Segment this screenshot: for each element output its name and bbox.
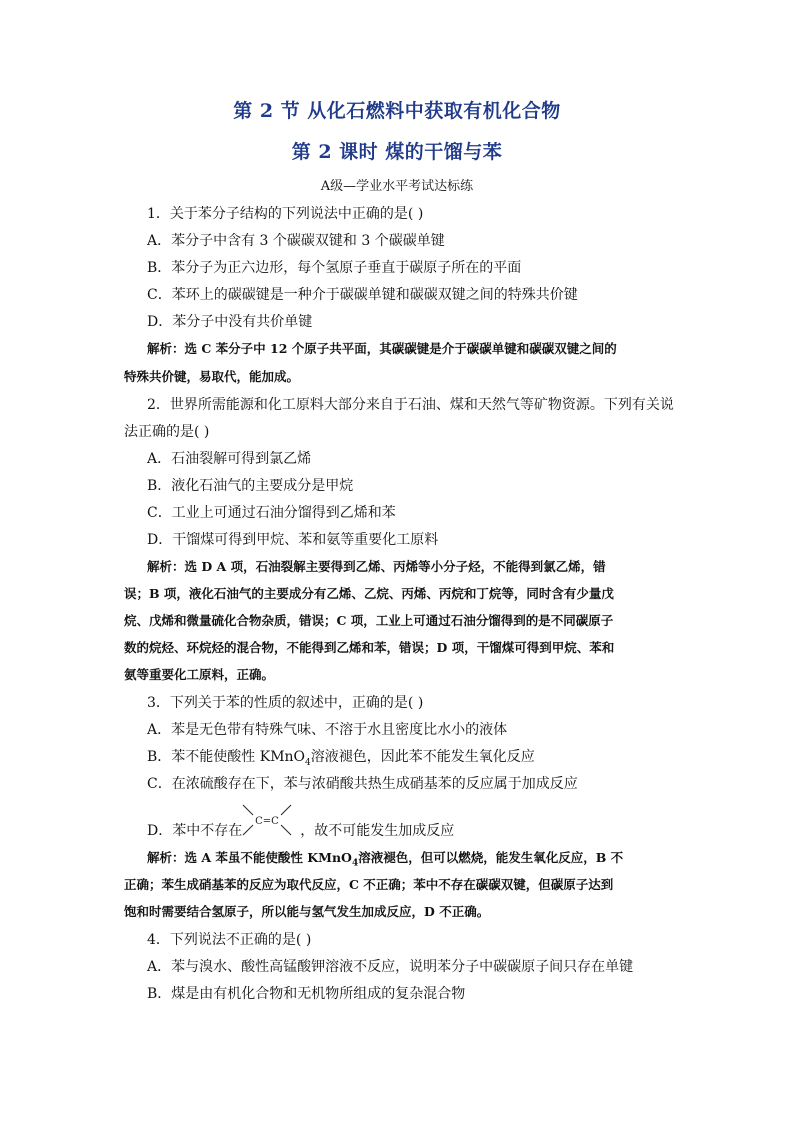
q2-option-c: C．工业上可通过石油分馏得到乙烯和苯 [147, 505, 396, 521]
q3-option-b-post: 溶液褪色，因此苯不能发生氧化反应 [310, 749, 535, 765]
level-heading: A级—学业水平考试达标练 [320, 179, 474, 194]
q4-option-b: B．煤是由有机化合物和无机物所组成的复杂混合物 [147, 986, 466, 1002]
q3-option-d [147, 820, 454, 840]
q1-answer-line-1: 解析：选 C 苯分子中 12 个原子共平面，其碳碳键是介于碳碳单键和碳碳双键之间的 [147, 341, 617, 356]
q3-option-a: A．苯是无色带有特殊气味、不溶于水且密度比水小的液体 [147, 722, 508, 738]
q3-answer-pre: 解析：选 A 苯虽不能使酸性 KMnO [147, 850, 352, 865]
q1-option-d: D．苯分子中没有共价单键 [147, 314, 313, 330]
carbon-double-bond-structure [237, 801, 297, 841]
q3-option-b-pre: B．苯不能使酸性 KMnO [147, 749, 306, 765]
q2-stem-line-2: 法正确的是( ) [124, 424, 210, 440]
bond-lower-left [243, 825, 253, 835]
q1-option-b: B．苯分子为正六边形，每个氢原子垂直于碳原子所在的平面 [147, 260, 522, 276]
q1-stem: 1．关于苯分子结构的下列说法中正确的是( ) [147, 206, 424, 222]
q4-option-a: A．苯与溴水、酸性高锰酸钾溶液不反应，说明苯分子中碳碳原子间只存在单键 [147, 959, 634, 975]
double-bond-label: C=C [255, 816, 279, 827]
q2-answer-line-3: 烷、戊烯和微量硫化合物杂质，错误；C 项，工业上可通过石油分馏得到的是不同碳原子 [124, 613, 614, 628]
q2-answer-line-5: 氨等重要化工原料，正确。 [124, 667, 275, 682]
q3-answer-line-3: 饱和时需要结合氢原子，所以能与氢气发生加成反应，D 不正确。 [124, 904, 490, 919]
bond-lower-right [281, 825, 291, 835]
lesson-title: 第 2 课时 煤的干馏与苯 [291, 141, 503, 163]
bond-upper-left [243, 805, 253, 815]
q3-answer-line-1 [147, 848, 623, 869]
q1-answer-line-2: 特殊共价键，易取代，能加成。 [124, 369, 300, 384]
q2-answer-line-4: 数的烷烃、环烷烃的混合物，不能得到乙烯和苯，错误；D 项，干馏煤可得到甲烷、苯和 [124, 640, 615, 655]
q3-option-c: C．在浓硫酸存在下，苯与浓硝酸共热生成硝基苯的反应属于加成反应 [147, 776, 578, 792]
q1-option-a: A．苯分子中含有 3 个碳碳双键和 3 个碳碳单键 [147, 233, 445, 249]
q3-answer-line-2: 正确；苯生成硝基苯的反应为取代反应，C 不正确；苯中不存在碳碳双键，但碳原子达到 [124, 877, 614, 892]
q2-stem-line-1: 2．世界所需能源和化工原料大部分来自于石油、煤和天然气等矿物资源。下列有关说 [147, 397, 674, 413]
q3-option-b-sub: 4 [305, 757, 311, 768]
q3-answer-post: 溶液褪色，但可以燃烧，能发生氧化反应，B 不 [358, 850, 624, 865]
q3-option-d-pre: D．苯中不存在 [147, 823, 243, 839]
q4-stem: 4．下列说法不正确的是( ) [147, 932, 312, 948]
q3-answer-sub: 4 [351, 858, 359, 869]
bond-upper-right [281, 805, 291, 815]
q3-option-b [147, 746, 535, 768]
section-title: 第 2 节 从化石燃料中获取有机化合物 [233, 100, 561, 122]
q2-answer-line-1: 解析：选 D A 项，石油裂解主要得到乙烯、丙烯等小分子烃，不能得到氯乙烯，错 [147, 559, 606, 574]
q2-answer-line-2: 误；B 项，液化石油气的主要成分有乙烯、乙烷、丙烯、丙烷和丁烷等，同时含有少量戊 [124, 586, 614, 601]
q1-option-c: C．苯环上的碳碳键是一种介于碳碳单键和碳碳双键之间的特殊共价键 [147, 287, 578, 303]
q3-option-d-post: ，故不可能发生加成反应 [300, 823, 455, 839]
q2-option-d: D．干馏煤可得到甲烷、苯和氨等重要化工原料 [147, 532, 439, 548]
q3-stem: 3．下列关于苯的性质的叙述中，正确的是( ) [147, 695, 424, 711]
q2-option-b: B．液化石油气的主要成分是甲烷 [147, 478, 354, 494]
q2-option-a: A．石油裂解可得到氯乙烯 [147, 451, 312, 467]
